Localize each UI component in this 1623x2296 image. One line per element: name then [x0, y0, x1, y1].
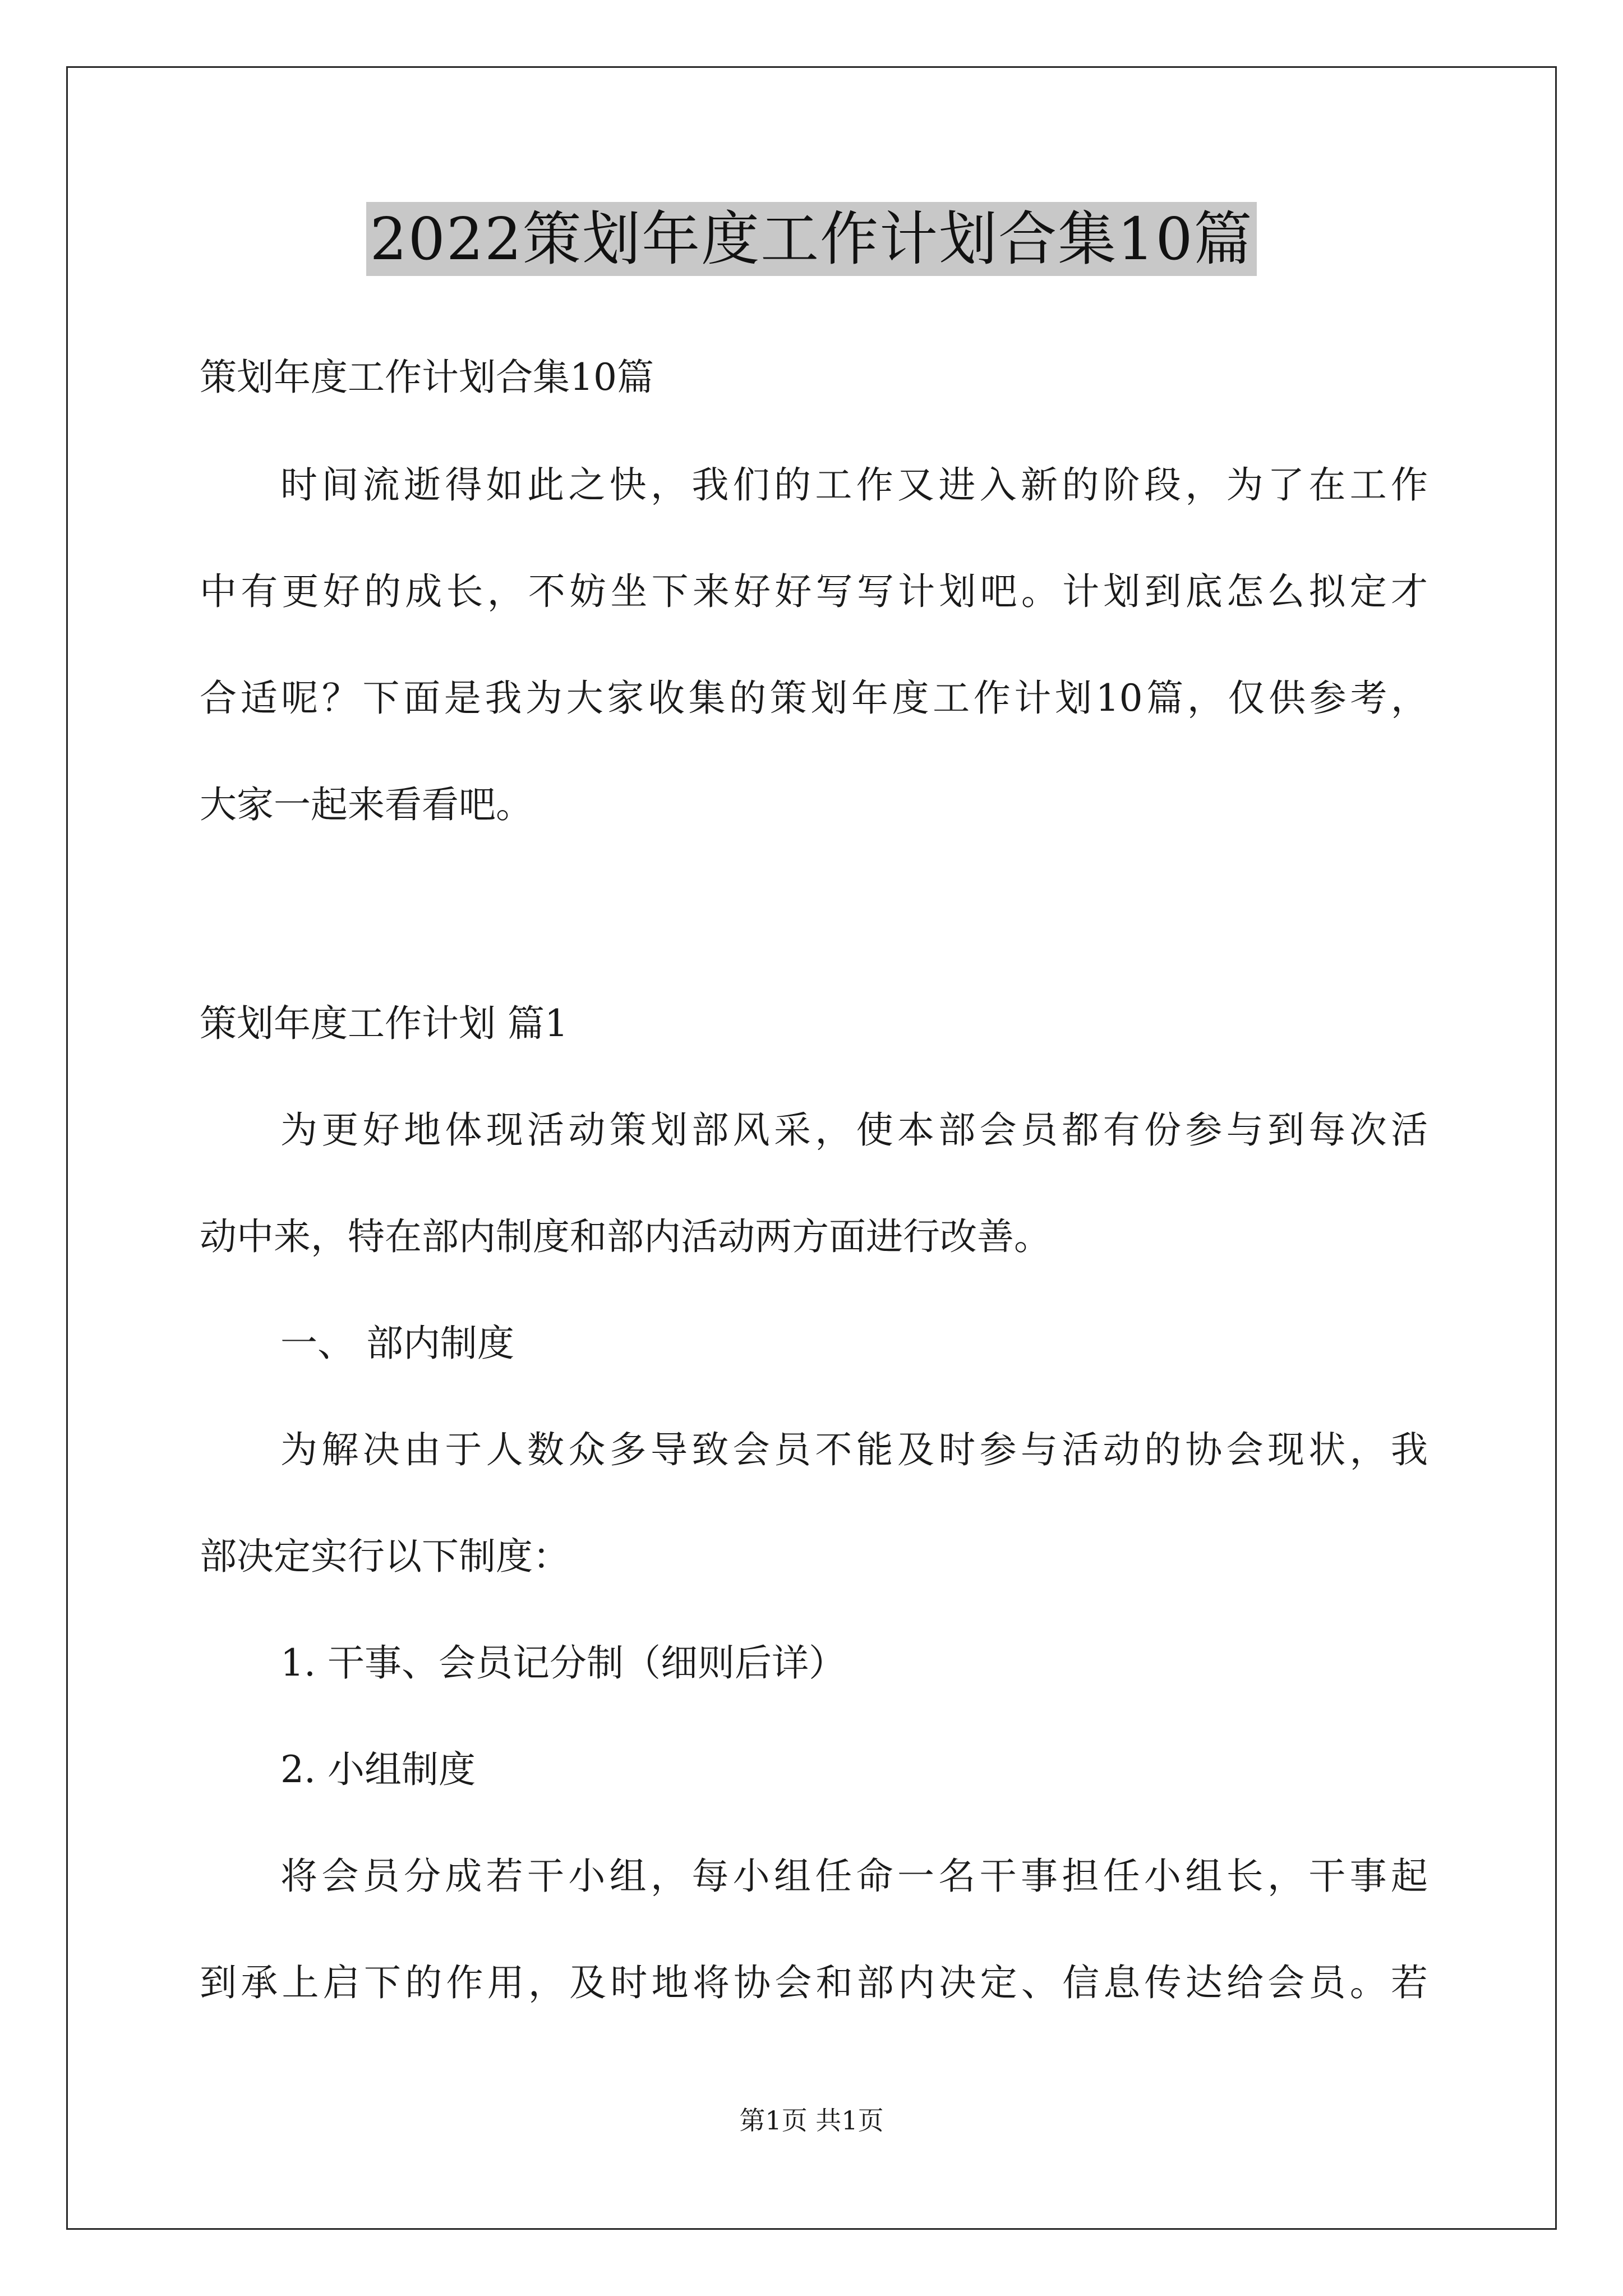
list-item-2: 2. 小组制度 [280, 1748, 476, 1791]
page-footer: 第1页 共1页 [739, 2105, 884, 2136]
intro-line-2: 中有更好的成长，不妨坐下来好好写写计划吧。计划到底怎么拟定才 [200, 570, 1428, 613]
section-heading: 策划年度工作计划 篇1 [200, 1002, 568, 1045]
para2-line-2: 部决定实行以下制度： [200, 1535, 570, 1578]
title-container [0, 202, 1623, 276]
subtitle: 策划年度工作计划合集10篇 [200, 356, 654, 399]
document-title: 2022策划年度工作计划合集10篇 [366, 202, 1256, 276]
item-heading-one: 一、 部内制度 [280, 1322, 514, 1365]
intro-line-4: 大家一起来看看吧。 [200, 783, 533, 826]
para2-line-1: 为解决由于人数众多导致会员不能及时参与活动的协会现状，我 [280, 1428, 1428, 1471]
list-item-1: 1. 干事、会员记分制（细则后详） [280, 1641, 846, 1685]
para3-line-2: 到承上启下的作用，及时地将协会和部内决定、信息传达给会员。若 [200, 1961, 1428, 2004]
para3-line-1: 将会员分成若干小组，每小组任命一名干事担任小组长，干事起 [280, 1855, 1428, 1898]
intro-line-3: 合适呢？下面是我为大家收集的策划年度工作计划10篇，仅供参考， [200, 677, 1428, 720]
intro-line-1: 时间流逝得如此之快，我们的工作又进入新的阶段，为了在工作 [280, 463, 1428, 507]
para1-line-1: 为更好地体现活动策划部风采，使本部会员都有份参与到每次活 [280, 1108, 1428, 1152]
para1-line-2: 动中来，特在部内制度和部内活动两方面进行改善。 [200, 1215, 1051, 1258]
